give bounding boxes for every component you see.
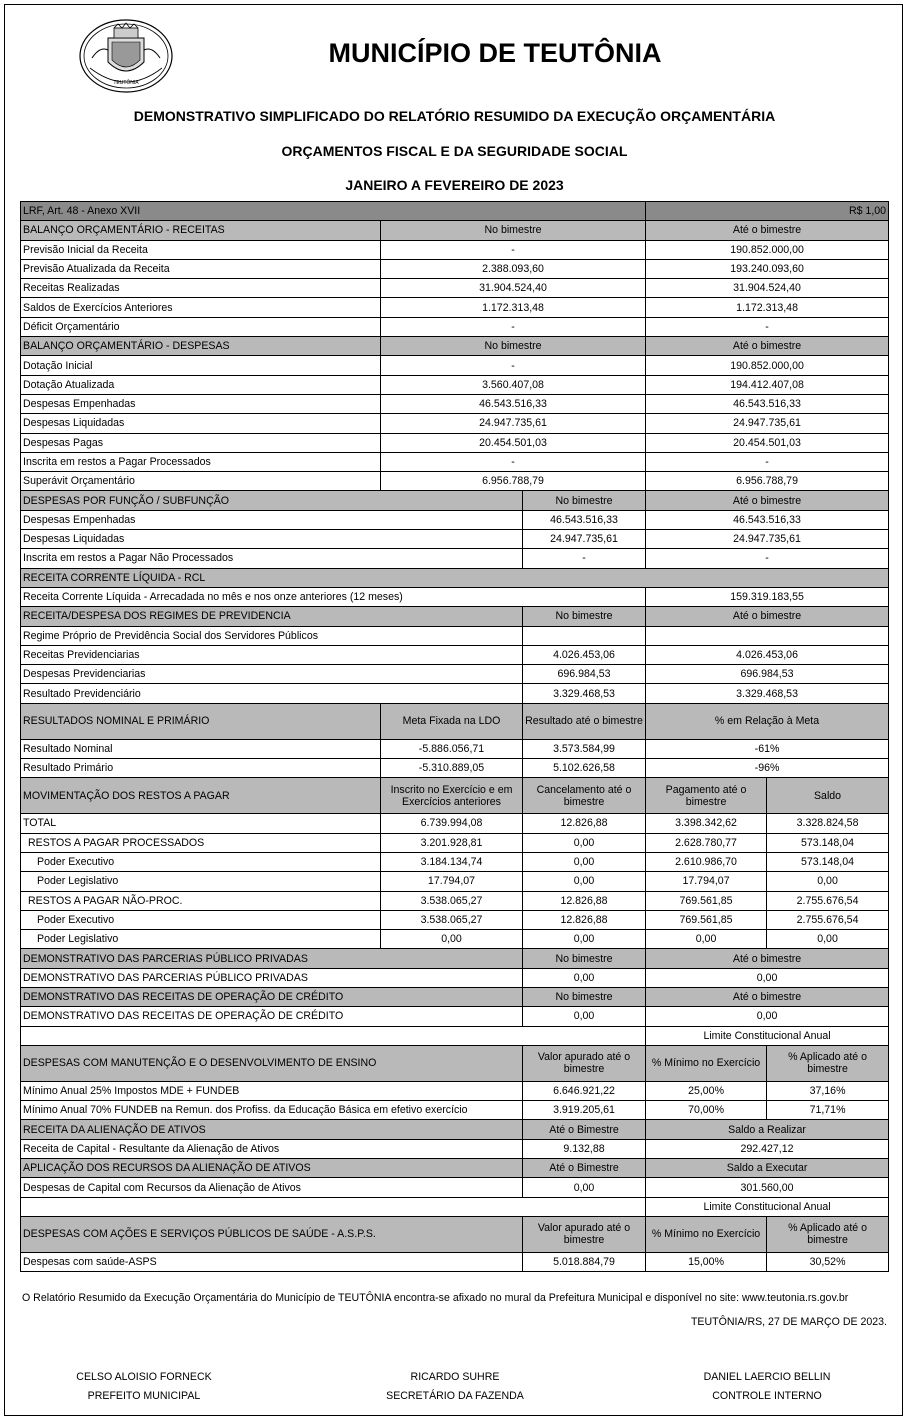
value-cell: 2.610.986,70 (646, 852, 767, 871)
column-header: Até o bimestre (646, 491, 889, 510)
row-label: Despesas Liquidadas (21, 414, 381, 433)
value-cell: 24.947.735,61 (523, 530, 646, 549)
row-label: TOTAL (21, 814, 381, 833)
column-header: Valor apurado até o bimestre (523, 1045, 646, 1081)
column-header: % Mínimo no Exercício (646, 1045, 767, 1081)
value-cell: 4.026.453,06 (646, 645, 889, 664)
value-cell: 24.947.735,61 (646, 414, 889, 433)
value-cell: 46.543.516,33 (646, 510, 889, 529)
row-label: Receita Corrente Líquida - Arrecadada no mês e nos onze anteriores (12 meses) (21, 587, 646, 606)
signature-finance-secretary (345, 1368, 565, 1406)
table-row (21, 833, 889, 852)
row-label: Despesas com saúde-ASPS (21, 1252, 523, 1271)
section-title: RECEITA DA ALIENAÇÃO DE ATIVOS (21, 1120, 523, 1139)
value-cell: 0,00 (767, 930, 889, 949)
row-label: Regime Próprio de Previdência Social dos Servidores Públicos (21, 626, 523, 645)
value-cell: 20.454.501,03 (646, 433, 889, 452)
column-header: Até o Bimestre (523, 1159, 646, 1178)
value-cell: 2.755.676,54 (767, 910, 889, 929)
value-cell: - (523, 549, 646, 568)
row-label: Receitas Realizadas (21, 279, 381, 298)
section-header (21, 1159, 889, 1178)
row-label: Mínimo Anual 25% Impostos MDE + FUNDEB (21, 1081, 523, 1100)
section-title: RECEITA/DESPESA DOS REGIMES DE PREVIDENCIA (21, 607, 523, 626)
value-cell: 696.984,53 (646, 665, 889, 684)
column-header: Saldo a Realizar (646, 1120, 889, 1139)
publication-note: O Relatório Resumido da Execução Orçamentária do Município de TEUTÔNIA encontra-se afixado no mural da Prefeitura Municipal e disponível no site: www.teutonia.rs.gov.br (22, 1292, 849, 1304)
value-cell: -5.310.889,05 (381, 759, 523, 778)
row-label: Previsão Atualizada da Receita (21, 259, 381, 278)
row-label: Despesas de Capital com Recursos da Alienação de Ativos (21, 1178, 523, 1197)
table-row (21, 510, 889, 529)
section-title: RESULTADOS NOMINAL E PRIMÁRIO (21, 703, 381, 739)
value-cell: - (646, 549, 889, 568)
value-cell: 3.919.205,61 (523, 1101, 646, 1120)
value-cell: - (381, 452, 646, 471)
value-cell: 1.172.313,48 (381, 298, 646, 317)
table-row (21, 317, 889, 336)
value-cell: -61% (646, 739, 889, 758)
row-label: Resultado Nominal (21, 739, 381, 758)
table-row (21, 414, 889, 433)
value-cell: 31.904.524,40 (646, 279, 889, 298)
row-label: Inscrita em restos a Pagar Processados (21, 452, 381, 471)
value-cell: 37,16% (767, 1081, 889, 1100)
report-top-row (21, 202, 889, 221)
value-cell: 6.956.788,79 (646, 472, 889, 491)
value-cell: 3.201.928,81 (381, 833, 523, 852)
value-cell: 9.132,88 (523, 1139, 646, 1158)
lrf-reference: LRF, Art. 48 - Anexo XVII (21, 202, 646, 221)
value-cell: 2.755.676,54 (767, 891, 889, 910)
table-row (21, 1101, 889, 1120)
row-label: Dotação Atualizada (21, 375, 381, 394)
column-header: Até o bimestre (646, 337, 889, 356)
seal-text: TEUTÔNIA (113, 80, 139, 86)
municipal-seal-logo (78, 18, 174, 94)
section-header (21, 221, 889, 240)
table-row (21, 739, 889, 758)
column-header: No bimestre (523, 491, 646, 510)
row-label: RESTOS A PAGAR PROCESSADOS (21, 833, 381, 852)
column-header: Saldo (767, 778, 889, 814)
value-cell: 0,00 (523, 1178, 646, 1197)
table-row (21, 587, 889, 606)
value-cell: 46.543.516,33 (646, 394, 889, 413)
section-title: RECEITA CORRENTE LÍQUIDA - RCL (21, 568, 889, 587)
value-cell: 573.148,04 (767, 833, 889, 852)
column-header: Saldo a Executar (646, 1159, 889, 1178)
section-header (21, 1120, 889, 1139)
row-label: Mínimo Anual 70% FUNDEB na Remun. dos Profiss. da Educação Básica em efetivo exercício (21, 1101, 523, 1120)
row-label: Despesas Pagas (21, 433, 381, 452)
table-row (21, 240, 889, 259)
value-cell: 292.427,12 (646, 1139, 889, 1158)
value-cell: - (646, 452, 889, 471)
table-row (21, 626, 889, 645)
value-cell: 190.852.000,00 (646, 356, 889, 375)
column-header: Inscrito no Exercício e em Exercícios anteriores (381, 778, 523, 814)
value-cell: 190.852.000,00 (646, 240, 889, 259)
value-cell: 0,00 (646, 930, 767, 949)
row-label: Dotação Inicial (21, 356, 381, 375)
section-header (21, 703, 889, 739)
value-cell: 12.826,88 (523, 814, 646, 833)
value-cell: 3.328.824,58 (767, 814, 889, 833)
table-row (21, 530, 889, 549)
value-cell: 25,00% (646, 1081, 767, 1100)
value-cell: 12.826,88 (523, 910, 646, 929)
row-label: Poder Executivo (21, 852, 381, 871)
value-cell: 769.561,85 (646, 910, 767, 929)
row-label: Inscrita em restos a Pagar Não Processados (21, 549, 523, 568)
column-header: Até o bimestre (646, 607, 889, 626)
value-cell: 24.947.735,61 (646, 530, 889, 549)
table-row (21, 665, 889, 684)
column-header: Resultado até o bimestre (523, 703, 646, 739)
section-title: MOVIMENTAÇÃO DOS RESTOS A PAGAR (21, 778, 381, 814)
row-label: DEMONSTRATIVO DAS RECEITAS DE OPERAÇÃO DE CRÉDITO (21, 1007, 523, 1026)
signature-internal-control (657, 1368, 877, 1406)
value-cell: 2.628.780,77 (646, 833, 767, 852)
row-label: Despesas Empenhadas (21, 510, 523, 529)
value-cell: 0,00 (767, 872, 889, 891)
signature-name: CELSO ALOISIO FORNECK (76, 1371, 212, 1383)
value-cell: 0,00 (646, 1007, 889, 1026)
column-header: Valor apurado até o bimestre (523, 1216, 646, 1252)
column-header: % Aplicado até o bimestre (767, 1045, 889, 1081)
table-row (21, 1252, 889, 1271)
value-cell: 70,00% (646, 1101, 767, 1120)
value-cell: 573.148,04 (767, 852, 889, 871)
page-title: MUNICÍPIO DE TEUTÔNIA (328, 38, 662, 68)
row-label: RESTOS A PAGAR NÃO-PROC. (21, 891, 381, 910)
row-label: Poder Legislativo (21, 930, 381, 949)
value-cell: 3.329.468,53 (646, 684, 889, 703)
value-cell: 17.794,07 (646, 872, 767, 891)
value-cell: - (646, 317, 889, 336)
column-header: % em Relação à Meta (646, 703, 889, 739)
section-title: BALANÇO ORÇAMENTÁRIO - DESPESAS (21, 337, 381, 356)
signature-name: RICARDO SUHRE (410, 1371, 500, 1383)
section-title: DESPESAS COM MANUTENÇÃO E O DESENVOLVIMENTO DE ENSINO (21, 1045, 523, 1081)
section-title: DESPESAS COM AÇÕES E SERVIÇOS PÚBLICOS DE SAÚDE - A.S.P.S. (21, 1216, 523, 1252)
table-row (21, 814, 889, 833)
value-cell: 3.538.065,27 (381, 910, 523, 929)
column-header: No bimestre (523, 987, 646, 1006)
table-row (21, 968, 889, 987)
section-title: BALANÇO ORÇAMENTÁRIO - RECEITAS (21, 221, 381, 240)
report-date: TEUTÔNIA/RS, 27 DE MARÇO DE 2023. (690, 1316, 887, 1328)
row-label: Superávit Orçamentário (21, 472, 381, 491)
value-cell: 46.543.516,33 (381, 394, 646, 413)
row-label: Receitas Previdenciarias (21, 645, 523, 664)
column-header: Até o bimestre (646, 987, 889, 1006)
column-header: Cancelamento até o bimestre (523, 778, 646, 814)
column-header: No bimestre (381, 337, 646, 356)
section-header (21, 949, 889, 968)
table-row (21, 549, 889, 568)
column-header: Até o Bimestre (523, 1120, 646, 1139)
column-header: Meta Fixada na LDO (381, 703, 523, 739)
limit-label: Limite Constitucional Anual (646, 1197, 889, 1216)
value-cell: 0,00 (523, 1007, 646, 1026)
signature-name: DANIEL LAERCIO BELLIN (703, 1371, 831, 1383)
table-row (21, 1178, 889, 1197)
value-cell: 17.794,07 (381, 872, 523, 891)
section-header (21, 491, 889, 510)
signature-role: SECRETÁRIO DA FAZENDA (386, 1390, 524, 1402)
table-row (21, 891, 889, 910)
report-period: JANEIRO A FEVEREIRO DE 2023 (345, 177, 564, 193)
column-header: Até o bimestre (646, 949, 889, 968)
value-cell: 3.329.468,53 (523, 684, 646, 703)
value-cell: 20.454.501,03 (381, 433, 646, 452)
row-label: Poder Executivo (21, 910, 381, 929)
value-cell: 0,00 (646, 968, 889, 987)
value-cell: 193.240.093,60 (646, 259, 889, 278)
column-header: % Mínimo no Exercício (646, 1216, 767, 1252)
value-cell: 696.984,53 (523, 665, 646, 684)
row-label: Despesas Liquidadas (21, 530, 523, 549)
report-subtitle: DEMONSTRATIVO SIMPLIFICADO DO RELATÓRIO RESUMIDO DA EXECUÇÃO ORÇAMENTÁRIA (133, 108, 776, 124)
row-label: Déficit Orçamentário (21, 317, 381, 336)
table-row (21, 852, 889, 871)
section-header (21, 987, 889, 1006)
table-row (21, 1139, 889, 1158)
value-cell: 46.543.516,33 (523, 510, 646, 529)
table-row (21, 930, 889, 949)
table-row (21, 1007, 889, 1026)
limit-label: Limite Constitucional Anual (646, 1026, 889, 1045)
value-cell: 0,00 (523, 968, 646, 987)
value-cell: 15,00% (646, 1252, 767, 1271)
column-header: No bimestre (523, 949, 646, 968)
table-row (21, 910, 889, 929)
value-cell: 31.904.524,40 (381, 279, 646, 298)
section-title: DESPESAS POR FUNÇÃO / SUBFUNÇÃO (21, 491, 523, 510)
row-label: Saldos de Exercícios Anteriores (21, 298, 381, 317)
table-row (21, 872, 889, 891)
value-cell: - (381, 317, 646, 336)
table-row (21, 759, 889, 778)
value-cell: -96% (646, 759, 889, 778)
signature-role: PREFEITO MUNICIPAL (87, 1390, 201, 1402)
value-cell: 0,00 (523, 852, 646, 871)
value-cell: 3.398.342,62 (646, 814, 767, 833)
column-header: No bimestre (381, 221, 646, 240)
row-label: Despesas Empenhadas (21, 394, 381, 413)
value-cell: 0,00 (523, 833, 646, 852)
row-label: Receita de Capital - Resultante da Alienação de Ativos (21, 1139, 523, 1158)
row-label: Poder Legislativo (21, 872, 381, 891)
table-row (21, 452, 889, 471)
value-cell: 3.184.134,74 (381, 852, 523, 871)
value-cell: 6.956.788,79 (381, 472, 646, 491)
value-cell: 769.561,85 (646, 891, 767, 910)
table-row (21, 298, 889, 317)
value-cell: 0,00 (523, 930, 646, 949)
row-label: Previsão Inicial da Receita (21, 240, 381, 259)
column-header: No bimestre (523, 607, 646, 626)
table-row (21, 472, 889, 491)
value-cell: 0,00 (523, 872, 646, 891)
table-row (21, 684, 889, 703)
row-label: DEMONSTRATIVO DAS PARCERIAS PÚBLICO PRIVADAS (21, 968, 523, 987)
section-header (21, 1045, 889, 1081)
report-scope: ORÇAMENTOS FISCAL E DA SEGURIDADE SOCIAL (281, 143, 628, 159)
table-row (21, 279, 889, 298)
row-label: Despesas Previdenciarias (21, 665, 523, 684)
value-cell: 0,00 (381, 930, 523, 949)
value-cell: -5.886.056,71 (381, 739, 523, 758)
value-cell: 5.018.884,79 (523, 1252, 646, 1271)
currency-unit: R$ 1,00 (646, 202, 889, 221)
row-label: Resultado Primário (21, 759, 381, 778)
value-cell: 24.947.735,61 (381, 414, 646, 433)
section-title: DEMONSTRATIVO DAS PARCERIAS PÚBLICO PRIVADAS (21, 949, 523, 968)
value-cell: 1.172.313,48 (646, 298, 889, 317)
table-row (21, 1081, 889, 1100)
value-cell: 194.412.407,08 (646, 375, 889, 394)
column-header: Pagamento até o bimestre (646, 778, 767, 814)
table-row (21, 433, 889, 452)
limit-row (21, 1026, 889, 1045)
table-row (21, 375, 889, 394)
value-cell: 4.026.453,06 (523, 645, 646, 664)
value-cell: 2.388.093,60 (381, 259, 646, 278)
table-row (21, 645, 889, 664)
value-cell: 3.538.065,27 (381, 891, 523, 910)
value-cell: 71,71% (767, 1101, 889, 1120)
section-header (21, 337, 889, 356)
value-cell: 30,52% (767, 1252, 889, 1271)
value-cell: - (381, 356, 646, 375)
column-header: Até o bimestre (646, 221, 889, 240)
report-table (20, 201, 889, 1272)
value-cell: 6.739.994,08 (381, 814, 523, 833)
value-cell: 12.826,88 (523, 891, 646, 910)
value-cell: 301.560,00 (646, 1178, 889, 1197)
section-header (21, 568, 889, 587)
signature-role: CONTROLE INTERNO (712, 1390, 822, 1402)
value-cell: 5.102.626,58 (523, 759, 646, 778)
value-cell: 159.319.183,55 (646, 587, 889, 606)
section-header (21, 778, 889, 814)
section-title: APLICAÇÃO DOS RECURSOS DA ALIENAÇÃO DE ATIVOS (21, 1159, 523, 1178)
value-cell: 3.560.407,08 (381, 375, 646, 394)
value-cell: 3.573.584,99 (523, 739, 646, 758)
signature-mayor (34, 1368, 254, 1406)
row-label: Resultado Previdenciário (21, 684, 523, 703)
section-header (21, 607, 889, 626)
value-cell: - (381, 240, 646, 259)
column-header: % Aplicado até o bimestre (767, 1216, 889, 1252)
section-title: DEMONSTRATIVO DAS RECEITAS DE OPERAÇÃO DE CRÉDITO (21, 987, 523, 1006)
limit-row (21, 1197, 889, 1216)
table-row (21, 356, 889, 375)
table-row (21, 394, 889, 413)
value-cell: 6.646.921,22 (523, 1081, 646, 1100)
table-row (21, 259, 889, 278)
section-header (21, 1216, 889, 1252)
